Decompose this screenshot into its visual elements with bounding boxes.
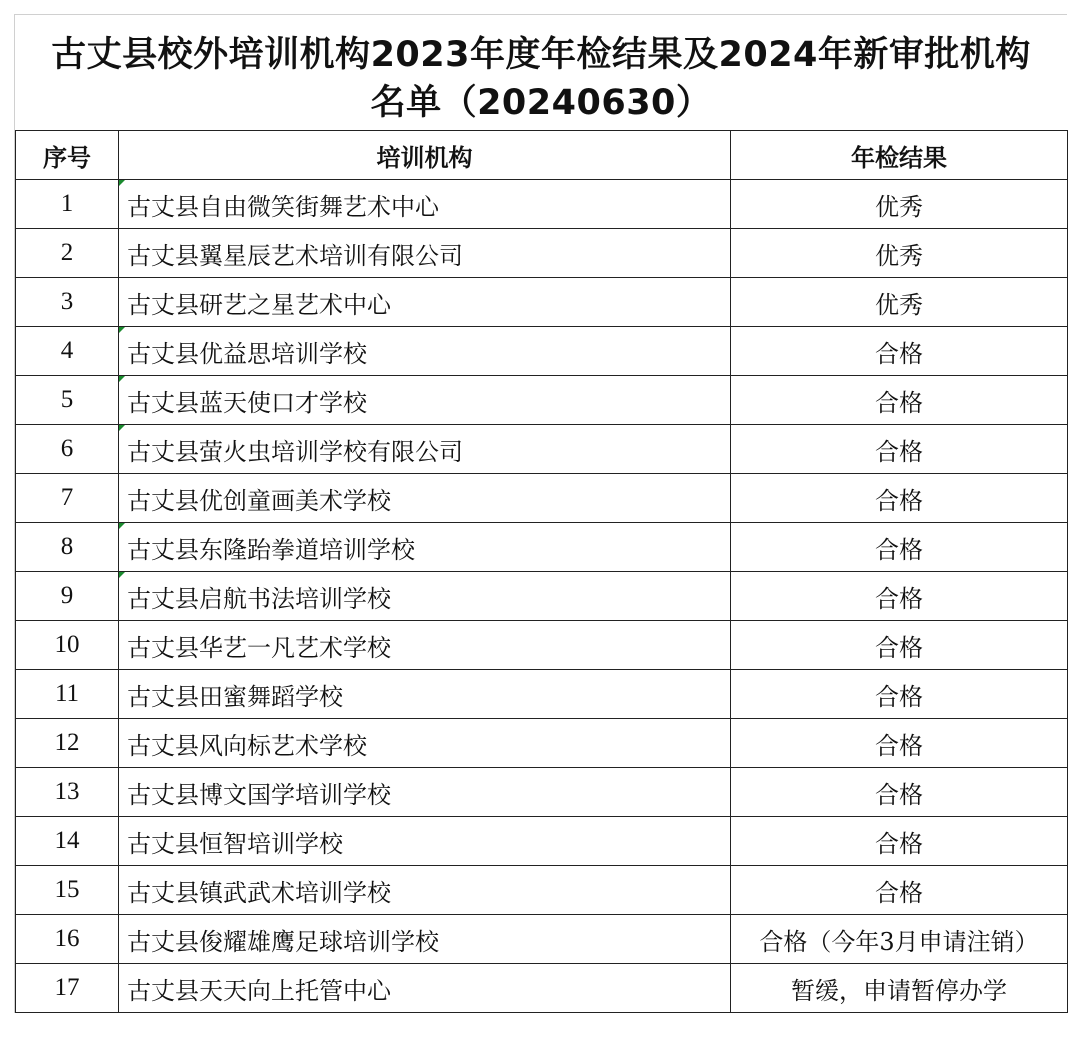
institution-name: 古丈县蓝天使口才学校: [127, 388, 367, 417]
cell-no[interactable]: 8: [16, 523, 119, 572]
table-row: [16, 474, 1068, 523]
cell-no[interactable]: 4: [16, 327, 119, 376]
header-result[interactable]: 年检结果: [731, 131, 1068, 180]
cell-comment-marker-icon: [119, 180, 125, 186]
spreadsheet: [14, 14, 1067, 1013]
cell-institution[interactable]: [119, 621, 731, 670]
cell-no[interactable]: 13: [16, 768, 119, 817]
cell-institution[interactable]: [119, 572, 731, 621]
table-row: [16, 278, 1068, 327]
cell-no[interactable]: 10: [16, 621, 119, 670]
table-row: [16, 719, 1068, 768]
cell-institution[interactable]: [119, 278, 731, 327]
cell-result[interactable]: 暂缓，申请暂停办学: [731, 964, 1068, 1013]
table-row: [16, 866, 1068, 915]
institution-name: 古丈县田蜜舞蹈学校: [127, 682, 343, 711]
cell-result[interactable]: 合格: [731, 572, 1068, 621]
cell-no[interactable]: 16: [16, 915, 119, 964]
table-row: [16, 180, 1068, 229]
cell-institution[interactable]: [119, 866, 731, 915]
cell-institution[interactable]: [119, 180, 731, 229]
table-body: [16, 180, 1068, 1013]
table-row: [16, 817, 1068, 866]
cell-result[interactable]: 合格: [731, 523, 1068, 572]
header-name[interactable]: 培训机构: [119, 131, 731, 180]
table-row: [16, 327, 1068, 376]
institution-name: 古丈县翼星辰艺术培训有限公司: [127, 241, 463, 270]
table-row: [16, 964, 1068, 1013]
cell-no[interactable]: 2: [16, 229, 119, 278]
title-line-2: 名单（20240630）: [370, 83, 712, 123]
header-no[interactable]: 序号: [16, 131, 119, 180]
institution-name: 古丈县启航书法培训学校: [127, 584, 391, 613]
cell-institution[interactable]: [119, 719, 731, 768]
cell-comment-marker-icon: [119, 327, 125, 333]
cell-result[interactable]: 优秀: [731, 180, 1068, 229]
cell-comment-marker-icon: [119, 572, 125, 578]
institution-name: 古丈县东隆跆拳道培训学校: [127, 535, 415, 564]
cell-no[interactable]: 7: [16, 474, 119, 523]
cell-result[interactable]: 合格: [731, 474, 1068, 523]
institution-name: 古丈县恒智培训学校: [127, 829, 343, 858]
cell-result[interactable]: 合格: [731, 866, 1068, 915]
cell-result[interactable]: 合格: [731, 621, 1068, 670]
cell-result[interactable]: 合格: [731, 719, 1068, 768]
cell-result[interactable]: 合格: [731, 425, 1068, 474]
cell-no[interactable]: 11: [16, 670, 119, 719]
cell-no[interactable]: 1: [16, 180, 119, 229]
cell-comment-marker-icon: [119, 376, 125, 382]
cell-result[interactable]: 合格（今年3月申请注销）: [731, 915, 1068, 964]
table-row: [16, 523, 1068, 572]
institution-name: 古丈县萤火虫培训学校有限公司: [127, 437, 463, 466]
cell-no[interactable]: 15: [16, 866, 119, 915]
cell-institution[interactable]: [119, 817, 731, 866]
institution-name: 古丈县镇武武术培训学校: [127, 878, 391, 907]
cell-institution[interactable]: [119, 425, 731, 474]
cell-result[interactable]: 合格: [731, 768, 1068, 817]
institution-name: 古丈县优益思培训学校: [127, 339, 367, 368]
table-row: [16, 572, 1068, 621]
cell-institution[interactable]: [119, 768, 731, 817]
cell-result[interactable]: 优秀: [731, 278, 1068, 327]
cell-no[interactable]: 14: [16, 817, 119, 866]
results-table: [15, 130, 1068, 1013]
cell-institution[interactable]: [119, 915, 731, 964]
cell-institution[interactable]: [119, 229, 731, 278]
cell-institution[interactable]: [119, 670, 731, 719]
cell-no[interactable]: 17: [16, 964, 119, 1013]
cell-no[interactable]: 3: [16, 278, 119, 327]
institution-name: 古丈县博文国学培训学校: [127, 780, 391, 809]
cell-no[interactable]: 6: [16, 425, 119, 474]
institution-name: 古丈县天天向上托管中心: [127, 976, 391, 1005]
institution-name: 古丈县研艺之星艺术中心: [127, 290, 391, 319]
title-line-1: 古丈县校外培训机构2023年度年检结果及2024年新审批机构: [51, 35, 1031, 75]
cell-comment-marker-icon: [119, 523, 125, 529]
cell-no[interactable]: 5: [16, 376, 119, 425]
institution-name: 古丈县华艺一凡艺术学校: [127, 633, 391, 662]
cell-institution[interactable]: [119, 327, 731, 376]
cell-institution[interactable]: [119, 964, 731, 1013]
table-row: [16, 376, 1068, 425]
table-row: [16, 425, 1068, 474]
cell-result[interactable]: 优秀: [731, 229, 1068, 278]
cell-result[interactable]: 合格: [731, 817, 1068, 866]
cell-result[interactable]: 合格: [731, 327, 1068, 376]
institution-name: 古丈县自由微笑街舞艺术中心: [127, 192, 439, 221]
table-row: [16, 915, 1068, 964]
table-row: [16, 229, 1068, 278]
cell-no[interactable]: 9: [16, 572, 119, 621]
document-title: [15, 15, 1067, 130]
institution-name: 古丈县风向标艺术学校: [127, 731, 367, 760]
header-row: [16, 131, 1068, 180]
institution-name: 古丈县优创童画美术学校: [127, 486, 391, 515]
cell-institution[interactable]: [119, 523, 731, 572]
table-row: [16, 670, 1068, 719]
cell-result[interactable]: 合格: [731, 670, 1068, 719]
cell-result[interactable]: 合格: [731, 376, 1068, 425]
cell-institution[interactable]: [119, 376, 731, 425]
cell-comment-marker-icon: [119, 425, 125, 431]
cell-no[interactable]: 12: [16, 719, 119, 768]
institution-name: 古丈县俊耀雄鹰足球培训学校: [127, 927, 439, 956]
table-row: [16, 621, 1068, 670]
table-row: [16, 768, 1068, 817]
cell-institution[interactable]: [119, 474, 731, 523]
